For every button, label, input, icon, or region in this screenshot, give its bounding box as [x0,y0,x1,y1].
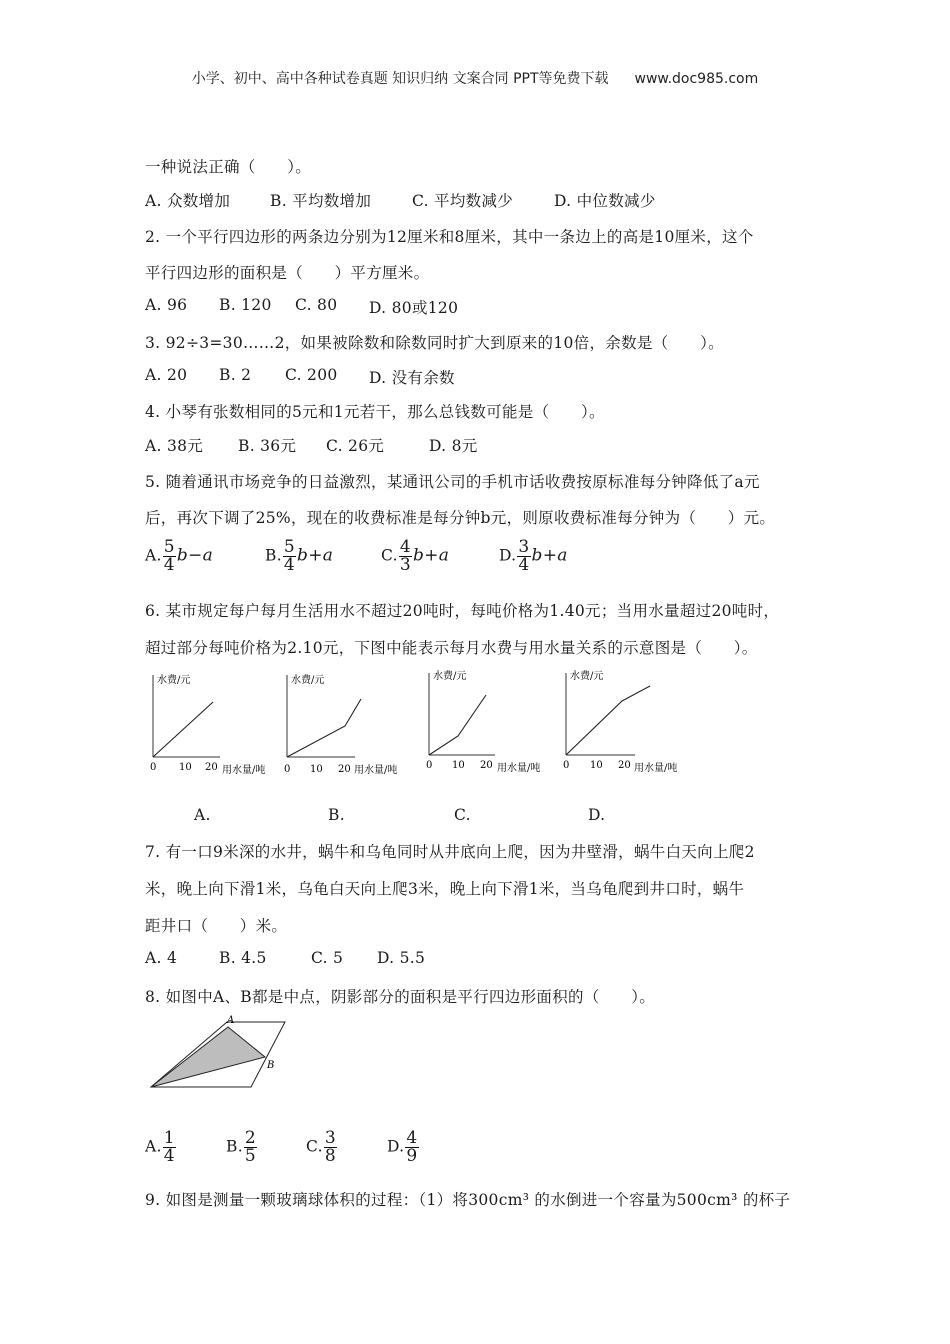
tick-10: 10 [452,760,465,771]
q4-options [145,434,478,456]
q8-option-c-den: 8 [324,1146,336,1166]
q8-option-a-fraction [163,1130,176,1165]
q8-option-d-fraction [405,1130,418,1165]
y-axis-label: 水费/元 [570,671,604,682]
q5-option-c[interactable] [381,539,449,574]
q1-option-d[interactable]: D. 中位数减少 [554,192,656,210]
q4-option-b[interactable]: B. 36元 [238,437,297,455]
q6-graphs [140,665,700,780]
header-text: 小学、初中、高中各种试卷真题 知识归纳 文案合同 PPT等免费下载 [191,71,609,87]
q5-option-d-num: 3 [518,537,530,557]
q8-option-c-label: C. [306,1137,323,1156]
q8-parallelogram-figure [140,1012,290,1092]
q3-option-d[interactable]: D. 没有余数 [369,369,455,387]
q8-option-a-num: 1 [163,1128,175,1148]
q6-graph-b[interactable] [284,673,397,776]
q5-option-b[interactable] [265,539,333,574]
q7-option-a[interactable]: A. 4 [145,949,178,967]
q9-line1: 9. 如图是测量一颗玻璃球体积的过程：（1）将300cm³ 的水倒进一个容量为500cm³ 的杯子 [145,1191,791,1209]
tick-0: 0 [563,760,570,771]
q4-option-d[interactable]: D. 8元 [429,437,478,455]
q1-stem: 一种说法正确（ ）。 [145,158,312,176]
q5-option-b-fraction [283,539,296,574]
q8-option-c-num: 3 [324,1128,336,1148]
x-axis-label: 用水量/吨 [354,765,398,776]
q5-option-d-label: D. [499,546,517,565]
q6-graph-c[interactable] [426,669,540,774]
q6-line2: 超过部分每吨价格为2.10元，下图中能表示每月水费与用水量关系的示意图是（ ）。 [145,639,758,657]
q8-options [145,1128,418,1166]
q5-option-c-num: 4 [399,537,411,557]
q5-option-a-rest: b−a [176,545,214,566]
q2-option-a[interactable]: A. 96 [145,296,188,314]
q5-option-a-num: 5 [163,537,175,557]
q4-option-c[interactable]: C. 26元 [326,437,385,455]
q2-line2: 平行四边形的面积是（ ）平方厘米。 [145,264,430,282]
point-b-label: B [267,1060,275,1071]
q7-option-b[interactable]: B. 4.5 [219,949,267,967]
graph-line [153,702,213,757]
tick-20: 20 [618,760,631,771]
q2-line1: 2. 一个平行四边形的两条边分别为12厘米和8厘米，其中一条边上的高是10厘米，这个 [145,228,754,246]
point-a-label: A [227,1015,235,1026]
q2-option-c[interactable]: C. 80 [295,296,338,314]
tick-10: 10 [590,760,603,771]
q5-option-a-den: 4 [163,555,175,575]
q8-option-b-den: 5 [244,1146,257,1166]
q6-graph-a[interactable] [150,673,265,776]
x-axis-label: 用水量/吨 [222,765,266,776]
q5-option-d-den: 4 [518,555,530,575]
x-axis-label: 用水量/吨 [497,763,541,774]
q8-line1: 8. 如图中A、B都是中点，阴影部分的面积是平行四边形面积的（ ）。 [145,988,656,1006]
x-axis-label: 用水量/吨 [634,763,678,774]
q1-option-c[interactable]: C. 平均数减少 [412,192,514,210]
q6-graph-d[interactable] [563,669,677,774]
q5-option-b-rest: b+a [297,545,334,566]
tick-20: 20 [338,764,351,775]
q5-option-b-label: B. [265,546,282,565]
q4-option-a[interactable]: A. 38元 [145,437,204,455]
q8-option-a-label: A. [145,1137,162,1156]
q3-option-c[interactable]: C. 200 [285,366,338,384]
q6-line1: 6. 某市规定每户每月生活用水不超过20吨时，每吨价格为1.40元；当用水量超过20吨时， [145,602,780,620]
q6-label-a[interactable]: A. [194,806,211,824]
q1-options [145,189,656,211]
q8-option-c-fraction [324,1130,337,1165]
y-axis-label: 水费/元 [433,671,467,682]
tick-0: 0 [426,760,433,771]
q8-option-b-fraction [244,1130,257,1165]
q5-option-d-rest: b+a [531,545,568,566]
q5-option-a-label: A. [145,546,162,565]
q5-option-d[interactable] [499,539,568,574]
q5-option-b-num: 5 [283,537,296,557]
q8-option-d-num: 4 [406,1128,418,1148]
q7-options [145,949,426,967]
q7-line2: 米，晚上向下滑1米，乌龟白天向上爬3米，晚上向下滑1米，当乌龟爬到井口时，蜗牛 [145,880,745,898]
q1-option-b[interactable]: B. 平均数增加 [270,192,372,210]
q8-option-d-den: 9 [406,1146,418,1166]
tick-10: 10 [179,762,192,773]
q8-option-a[interactable] [145,1130,177,1165]
q8-option-d-label: D. [387,1137,405,1156]
q3-option-a[interactable]: A. 20 [145,366,188,384]
q4-line1: 4. 小琴有张数相同的5元和1元若干，那么总钱数可能是（ ）。 [145,403,605,421]
q7-option-c[interactable]: C. 5 [311,949,344,967]
tick-0: 0 [150,762,157,773]
q5-option-c-den: 3 [399,555,411,575]
q5-line1: 5. 随着通讯市场竞争的日益激烈，某通讯公司的手机市话收费按原标准每分钟降低了a元 [145,473,760,491]
q6-label-d[interactable]: D. [588,806,606,824]
q3-option-b[interactable]: B. 2 [219,366,252,384]
q7-option-d[interactable]: D. 5.5 [377,949,426,967]
graph-line [429,695,486,755]
q5-option-c-fraction [399,539,412,574]
q5-option-c-rest: b+a [412,545,450,566]
q5-option-d-fraction [517,539,530,574]
q5-option-a[interactable] [145,539,213,574]
y-axis-label: 水费/元 [157,675,191,686]
graph-line [566,686,650,755]
q8-option-c[interactable] [306,1130,338,1165]
tick-0: 0 [284,764,291,775]
q8-option-b-label: B. [226,1137,243,1156]
q5-option-a-fraction [163,539,176,574]
tick-10: 10 [310,764,323,775]
y-axis-label: 水费/元 [291,675,325,686]
q8-option-d[interactable] [387,1130,420,1165]
q5-line2: 后，再次下调了25%，现在的收费标准是每分钟b元，则原收费标准每分钟为（ ）元。 [145,509,776,527]
q7-line3: 距井口（ ）米。 [145,917,288,935]
tick-20: 20 [480,760,493,771]
q2-option-d[interactable]: D. 80或120 [369,299,459,317]
q8-option-b-num: 2 [244,1128,257,1148]
q3-options [145,366,455,387]
q8-option-a-den: 4 [163,1146,175,1166]
q3-line1: 3. 92÷3=30……2，如果被除数和除数同时扩大到原来的10倍，余数是（ ）。 [145,334,724,352]
q6-label-b[interactable]: B. [328,806,345,824]
q5-option-c-label: C. [381,546,398,565]
graph-line [287,699,361,757]
q1-option-a[interactable]: A. 众数增加 [145,192,231,210]
header-url[interactable]: www.doc985.com [634,71,759,87]
page-header [0,68,950,88]
q6-label-c[interactable]: C. [454,806,471,824]
q8-option-b[interactable] [226,1130,258,1165]
q5-options [145,537,568,575]
q2-option-b[interactable]: B. 120 [219,296,272,314]
q7-line1: 7. 有一口9米深的水井，蜗牛和乌龟同时从井底向上爬，因为井壁滑，蜗牛白天向上爬2 [145,843,755,861]
q2-options [145,296,459,317]
q5-option-b-den: 4 [283,555,296,575]
tick-20: 20 [205,762,218,773]
